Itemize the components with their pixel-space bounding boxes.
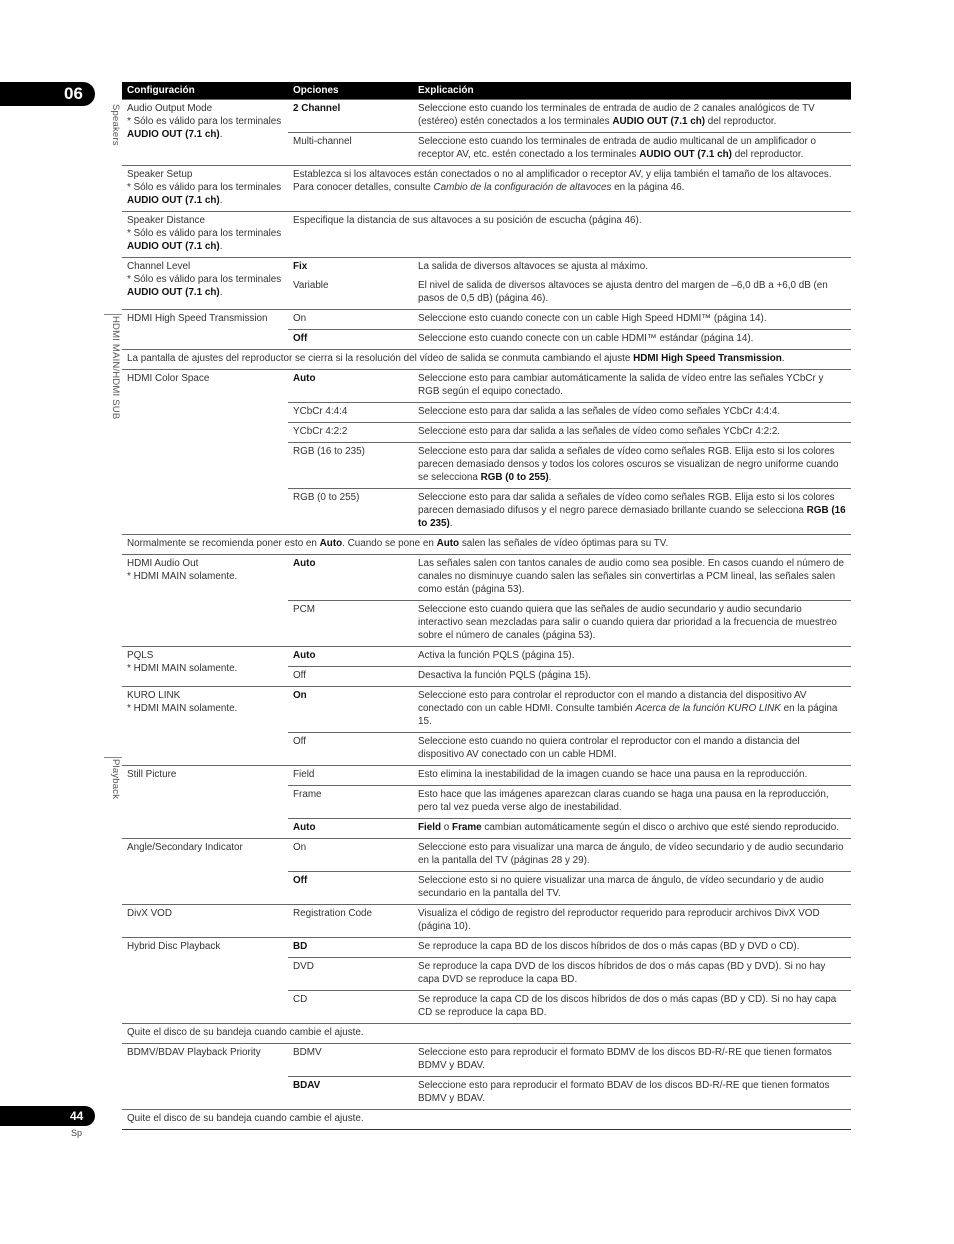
option-cell: Registration Code — [288, 905, 413, 938]
explanation-cell: Seleccione esto para controlar el reproductor con el mando a distancia del dispositivo AV conectado con un cable HDMI. Consulte también Acerca de la función KURO LINK en la página 15. — [413, 687, 851, 733]
option-cell: Off — [288, 872, 413, 905]
option-cell: On — [288, 839, 413, 872]
settings-table — [122, 82, 851, 1130]
table-row — [122, 766, 851, 786]
explanation-cell: Seleccione esto para dar salida a las señales de vídeo como señales YCbCr 4:4:4. — [413, 403, 851, 423]
explanation-cell: Establezca si los altavoces están conectados o no al amplificador o receptor AV, y elija también el tamaño de los altavoces. Para conocer detalles, consulte Cambio de la configuración de altavoces en la página 46. — [288, 166, 851, 212]
table-row — [122, 212, 851, 258]
explanation-cell: Activa la función PQLS (página 15). — [413, 647, 851, 667]
explanation-cell: Se reproduce la capa BD de los discos híbridos de dos o más capas (BD y DVD o CD). — [413, 938, 851, 958]
explanation-cell: Especifique la distancia de sus altavoces a su posición de escucha (página 46). — [288, 212, 851, 258]
setting-divx-vod: DivX VOD — [122, 905, 288, 938]
setting-audio-output-mode: Audio Output Mode * Sólo es válido para los terminales AUDIO OUT (7.1 ch). — [122, 100, 288, 166]
table-row — [122, 687, 851, 733]
option-cell: YCbCr 4:2:2 — [288, 423, 413, 443]
table-row — [122, 1110, 851, 1130]
table-row — [122, 905, 851, 938]
option-cell: 2 Channel — [288, 100, 413, 133]
section-label-playback: Playback — [110, 759, 121, 800]
option-cell: Auto — [288, 647, 413, 667]
setting-angle-secondary: Angle/Secondary Indicator — [122, 839, 288, 905]
header-options: Opciones — [288, 82, 413, 100]
explanation-cell: Seleccione esto cuando no quiera controlar el reproductor con el mando a distancia del dispositivo AV conectado con un cable HDMI. — [413, 733, 851, 766]
explanation-cell: Seleccione esto cuando quiera que las señales de audio secundario y audio secundario interactivo sean mezcladas para salir o cuando quiera dar prioridad a la frecuencia de muestreo sobre el número de canales (página 53). — [413, 601, 851, 647]
section-label-hdmi: HDMI MAIN/HDMI SUB — [110, 316, 121, 420]
chapter-tab: 06 — [0, 82, 95, 106]
table-row — [122, 647, 851, 667]
setting-hdmi-color-space: HDMI Color Space — [122, 370, 288, 535]
explanation-cell: Visualiza el código de registro del reproductor requerido para reproducir archivos DivX VOD (página 10). — [413, 905, 851, 938]
option-cell: Auto — [288, 819, 413, 839]
setting-hybrid-disc: Hybrid Disc Playback — [122, 938, 288, 1024]
table-row — [122, 350, 851, 370]
setting-kuro-link: KURO LINK * HDMI MAIN solamente. — [122, 687, 288, 766]
option-cell: Off — [288, 667, 413, 687]
section-label-speakers: Speakers — [110, 104, 121, 146]
option-cell: Multi-channel — [288, 133, 413, 166]
explanation-cell: Desactiva la función PQLS (página 15). — [413, 667, 851, 687]
section-divider — [104, 314, 122, 315]
option-cell: Frame — [288, 786, 413, 819]
table-row — [122, 1044, 851, 1077]
table-row — [122, 310, 851, 330]
explanation-cell: Seleccione esto para dar salida a las señales de vídeo como señales YCbCr 4:2:2. — [413, 423, 851, 443]
explanation-cell: Esto hace que las imágenes aparezcan claras cuando se haga una pausa en la reproducción, pero tal vez pueda verse algo de inestabilidad. — [413, 786, 851, 819]
table-row — [122, 370, 851, 403]
setting-hdmi-audio-out: HDMI Audio Out * HDMI MAIN solamente. — [122, 555, 288, 647]
explanation-cell: Seleccione esto si no quiere visualizar una marca de ángulo, de vídeo secundario y de audio secundario en la pantalla del TV. — [413, 872, 851, 905]
option-cell: Off — [288, 733, 413, 766]
note-cell: La pantalla de ajustes del reproductor se cierra si la resolución del vídeo de salida se conmuta cambiando el ajuste HDMI High Speed Transmission. — [122, 350, 851, 370]
explanation-cell: Seleccione esto para visualizar una marca de ángulo, de vídeo secundario y de audio secundario en la pantalla del TV (páginas 28 y 29). — [413, 839, 851, 872]
option-cell: On — [288, 310, 413, 330]
table-row — [122, 100, 851, 133]
setting-channel-level: Channel Level * Sólo es válido para los terminales AUDIO OUT (7.1 ch). — [122, 258, 288, 310]
setting-pqls: PQLS * HDMI MAIN solamente. — [122, 647, 288, 687]
header-explanation: Explicación — [413, 82, 851, 100]
option-cell: BDMV — [288, 1044, 413, 1077]
option-cell: BDAV — [288, 1077, 413, 1110]
setting-speaker-setup: Speaker Setup * Sólo es válido para los terminales AUDIO OUT (7.1 ch). — [122, 166, 288, 212]
explanation-cell: Se reproduce la capa CD de los discos híbridos de dos o más capas (BD y CD). Si no hay capa CD se reproduce la capa BD. — [413, 991, 851, 1024]
explanation-cell: Field o Frame cambian automáticamente según el disco o archivo que esté siendo reproducido. — [413, 819, 851, 839]
option-cell: DVD — [288, 958, 413, 991]
explanation-cell: Seleccione esto cuando conecte con un cable High Speed HDMI™ (página 14). — [413, 310, 851, 330]
option-cell: CD — [288, 991, 413, 1024]
table-row — [122, 166, 851, 212]
table-row — [122, 1024, 851, 1044]
note-cell: Normalmente se recomienda poner esto en Auto. Cuando se pone en Auto salen las señales de vídeo óptimas para su TV. — [122, 535, 851, 555]
note-cell: Quite el disco de su bandeja cuando cambie el ajuste. — [122, 1110, 851, 1130]
explanation-cell: El nivel de salida de diversos altavoces se ajusta dentro del margen de –6,0 dB a +6,0 dB (en pasos de 0,5 dB) (página 46). — [418, 280, 828, 304]
option-cell: Off — [288, 330, 413, 350]
option-cell: Variable — [293, 280, 329, 291]
option-cell: Auto — [288, 370, 413, 403]
setting-speaker-distance: Speaker Distance * Sólo es válido para los terminales AUDIO OUT (7.1 ch). — [122, 212, 288, 258]
language-code: Sp — [71, 1128, 83, 1138]
setting-hdmi-high-speed: HDMI High Speed Transmission — [122, 310, 288, 350]
explanation-cell: Seleccione esto para dar salida a señales de vídeo como señales RGB. Elija esto si los colores parecen demasiado densos y todos los colores oscuros se visualizan de negro uniforme cuando se selecciona RGB (0 to 255). — [413, 443, 851, 489]
table-header — [122, 82, 851, 100]
explanation-cell: Las señales salen con tantos canales de audio como sea posible. En casos cuando el número de canales no disminuye cuando salen las señales sin convertirlas a PCM lineal, las señales salen como están (página 53). — [413, 555, 851, 601]
table-row — [122, 535, 851, 555]
note-cell: Quite el disco de su bandeja cuando cambie el ajuste. — [122, 1024, 851, 1044]
option-cell: RGB (16 to 235) — [288, 443, 413, 489]
section-divider — [104, 757, 122, 758]
page-number: 44 — [0, 1106, 95, 1126]
option-cell: PCM — [288, 601, 413, 647]
setting-still-picture: Still Picture — [122, 766, 288, 839]
explanation-cell: Seleccione esto para dar salida a señales de vídeo como señales RGB. Elija esto si los colores parecen demasiado difusos y el negro parece demasiado brillante cuando se selecciona RGB (16 to 235). — [413, 489, 851, 535]
explanation-cell: Seleccione esto cuando los terminales de entrada de audio de 2 canales analógicos de TV (estéreo) estén conectados a los terminales AUDIO OUT (7.1 ch) del reproductor. — [413, 100, 851, 133]
option-cell: Auto — [288, 555, 413, 601]
explanation-cell: Seleccione esto para reproducir el formato BDMV de los discos BD-R/-RE que tienen formatos BDMV y BDAV. — [413, 1044, 851, 1077]
option-cell: YCbCr 4:4:4 — [288, 403, 413, 423]
explanation-cell: Esto elimina la inestabilidad de la imagen cuando se hace una pausa en la reproducción. — [413, 766, 851, 786]
option-cell: BD — [288, 938, 413, 958]
explanation-cell: Seleccione esto para cambiar automáticamente la salida de vídeo entre las señales YCbCr y RGB según el equipo conectado. — [413, 370, 851, 403]
explanation-cell: Seleccione esto cuando conecte con un cable HDMI™ estándar (página 14). — [413, 330, 851, 350]
table-row — [122, 938, 851, 958]
table-row — [122, 555, 851, 601]
explanation-cell: Se reproduce la capa DVD de los discos híbridos de dos o más capas (BD y DVD). Si no hay capa DVD se reproduce la capa BD. — [413, 958, 851, 991]
explanation-cell: La salida de diversos altavoces se ajusta al máximo. — [413, 258, 851, 278]
explanation-cell: Seleccione esto cuando los terminales de entrada de audio multicanal de un amplificador o receptor AV, etc. estén conectado a los terminales AUDIO OUT (7.1 ch) del reproductor. — [413, 133, 851, 166]
table-row — [122, 839, 851, 872]
header-setting: Configuración — [122, 82, 288, 100]
option-cell: Field — [288, 766, 413, 786]
setting-bdmv-bdav: BDMV/BDAV Playback Priority — [122, 1044, 288, 1110]
option-cell: On — [288, 687, 413, 733]
table-row — [122, 258, 851, 278]
option-cell: RGB (0 to 255) — [288, 489, 413, 535]
option-cell: Fix — [288, 258, 413, 278]
explanation-cell: Seleccione esto para reproducir el formato BDAV de los discos BD-R/-RE que tienen formatos BDMV y BDAV. — [413, 1077, 851, 1110]
